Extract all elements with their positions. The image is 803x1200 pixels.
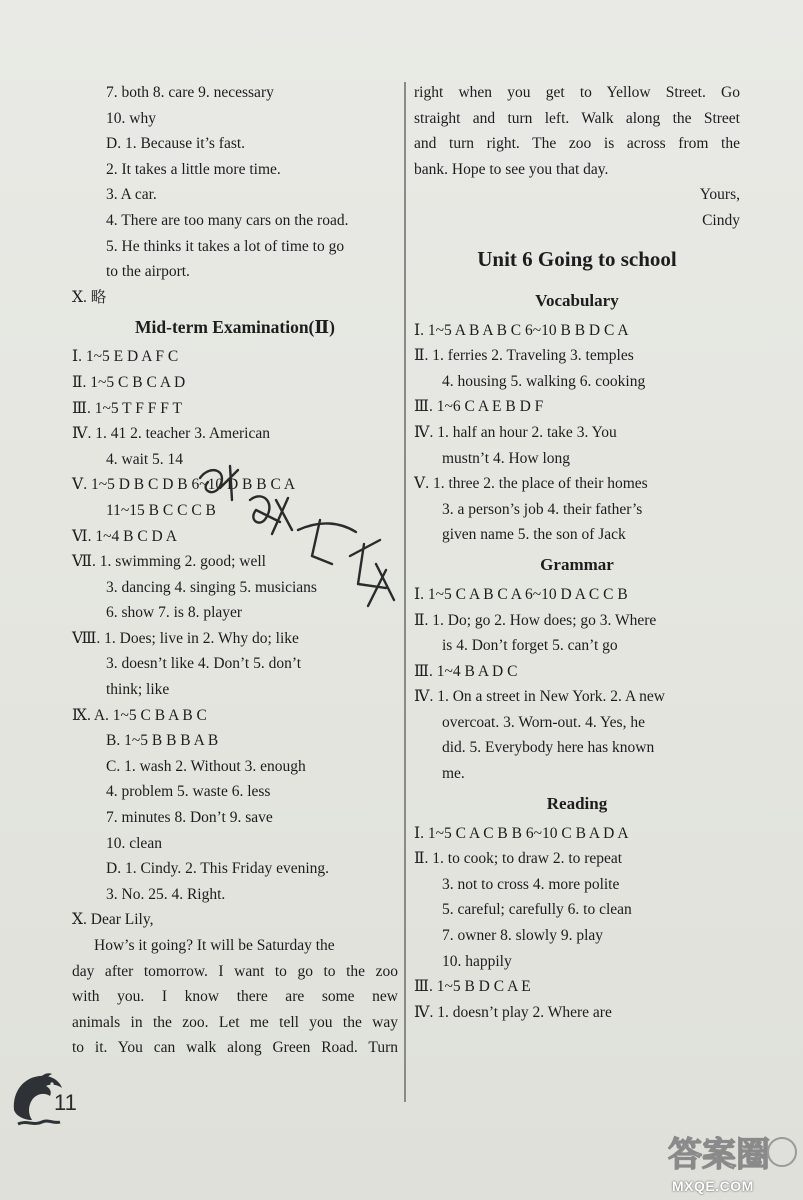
left-column: [72, 80, 398, 1061]
left-line: Ⅸ. A. 1~5 C B A B C: [72, 706, 207, 724]
left-line: day after tomorrow. I want to go to the zoo: [72, 962, 398, 980]
left-line: 10. why: [106, 109, 156, 127]
right-line: did. 5. Everybody here has known: [442, 739, 655, 757]
left-line: animals in the zoo. Let me tell you the way: [72, 1013, 398, 1031]
right-line: Unit 6 Going to school: [477, 246, 677, 271]
right-line: Cindy: [702, 211, 740, 229]
left-line: Ⅱ. 1~5 C B C A D: [72, 373, 186, 391]
left-line: B. 1~5 B B B A B: [106, 732, 219, 750]
right-line: Ⅲ. 1~4 B A D C: [414, 662, 518, 680]
right-line: 10. happily: [442, 952, 512, 970]
left-line: Ⅳ. 1. 41 2. teacher 3. American: [72, 425, 270, 443]
right-line: is 4. Don’t forget 5. can’t go: [442, 637, 618, 655]
right-line: right when you get to Yellow Street. Go: [414, 84, 740, 101]
left-line: 7. minutes 8. Don’t 9. save: [106, 809, 273, 827]
left-line: 5. He thinks it takes a lot of time to go: [106, 237, 345, 255]
left-line: Ⅹ. Dear Lily,: [72, 911, 154, 929]
right-line: Yours,: [699, 186, 740, 204]
right-line: Ⅴ. 1. three 2. the place of their homes: [414, 475, 648, 493]
right-line: Vocabulary: [535, 290, 619, 310]
left-line: 4. wait 5. 14: [106, 450, 184, 468]
left-line: 11~15 B C C C B: [106, 501, 216, 519]
right-line: me.: [442, 765, 465, 783]
right-line: Ⅱ. 1. to cook; to draw 2. to repeat: [414, 850, 623, 868]
right-line: Ⅳ. 1. doesn’t play 2. Where are: [414, 1003, 612, 1021]
left-line: Ⅴ. 1~5 D B C D B 6~10 D B B C A: [72, 476, 296, 494]
left-line: 6. show 7. is 8. player: [106, 604, 243, 622]
left-line: 10. clean: [106, 834, 162, 852]
right-line: Ⅰ. 1~5 C A C B B 6~10 C B A D A: [414, 824, 629, 842]
right-line: Ⅱ. 1. Do; go 2. How does; go 3. Where: [414, 611, 657, 629]
right-line: bank. Hope to see you that day.: [414, 160, 609, 178]
left-line: D. 1. Because it’s fast.: [106, 135, 246, 153]
right-line: given name 5. the son of Jack: [442, 526, 626, 544]
page-number: 11: [54, 1090, 77, 1115]
right-line: Ⅰ. 1~5 A B A B C 6~10 B B D C A: [414, 321, 629, 339]
right-column: [414, 80, 740, 1025]
right-line: 5. careful; carefully 6. to clean: [442, 901, 632, 919]
column-divider: [404, 82, 406, 1102]
left-line: Ⅹ. 略: [72, 288, 107, 306]
watermark-chars: 答案圈: [668, 1135, 770, 1175]
left-line: Ⅰ. 1~5 E D A F C: [72, 348, 179, 366]
left-line: think; like: [106, 681, 170, 699]
right-line: 3. a person’s job 4. their father’s: [442, 500, 643, 518]
right-line: Ⅲ. 1~5 B D C A E: [414, 978, 531, 996]
right-line: mustn’t 4. How long: [442, 449, 571, 467]
left-line: How’s it going? It will be Saturday the: [94, 937, 335, 954]
left-line: Ⅷ. 1. Does; live in 2. Why do; like: [72, 629, 299, 647]
left-line: to the airport.: [106, 263, 190, 281]
right-line: Ⅳ. 1. On a street in New York. 2. A new: [414, 688, 665, 706]
left-line: Ⅶ. 1. swimming 2. good; well: [72, 553, 266, 571]
left-line: 3. No. 25. 4. Right.: [106, 885, 226, 903]
left-line: Mid-term Examination(Ⅱ): [135, 317, 335, 338]
left-line: 3. doesn’t like 4. Don’t 5. don’t: [106, 655, 302, 673]
right-line: 3. not to cross 4. more polite: [442, 875, 620, 893]
right-line: Ⅰ. 1~5 C A B C A 6~10 D A C C B: [414, 585, 628, 603]
left-line: with you. I know there are some new: [72, 988, 398, 1006]
left-line: to it. You can walk along Green Road. Turn: [72, 1039, 398, 1057]
right-line: and turn right. The zoo is across from the: [414, 135, 740, 153]
right-line: Ⅱ. 1. ferries 2. Traveling 3. temples: [414, 347, 634, 365]
left-line: C. 1. wash 2. Without 3. enough: [106, 757, 306, 775]
left-line: 4. There are too many cars on the road.: [106, 211, 349, 229]
right-line: Grammar: [540, 554, 614, 574]
right-line: overcoat. 3. Worn-out. 4. Yes, he: [442, 713, 645, 731]
left-line: 3. A car.: [106, 186, 157, 204]
right-line: 7. owner 8. slowly 9. play: [442, 927, 604, 945]
watermark-site: MXQE.COM: [672, 1178, 754, 1194]
right-line: Reading: [546, 793, 608, 813]
right-line: Ⅳ. 1. half an hour 2. take 3. You: [414, 423, 617, 441]
left-line: Ⅵ. 1~4 B C D A: [72, 527, 177, 545]
left-line: 4. problem 5. waste 6. less: [106, 783, 271, 801]
left-line: Ⅲ. 1~5 T F F F T: [72, 399, 182, 417]
left-line: 3. dancing 4. singing 5. musicians: [106, 578, 317, 596]
left-line: D. 1. Cindy. 2. This Friday evening.: [106, 860, 330, 878]
left-line: 2. It takes a little more time.: [106, 160, 281, 178]
right-line: 4. housing 5. walking 6. cooking: [442, 372, 646, 390]
left-line: 7. both 8. care 9. necessary: [106, 84, 274, 101]
right-line: Ⅲ. 1~6 C A E B D F: [414, 398, 544, 416]
right-line: straight and turn left. Walk along the Street: [414, 109, 740, 127]
